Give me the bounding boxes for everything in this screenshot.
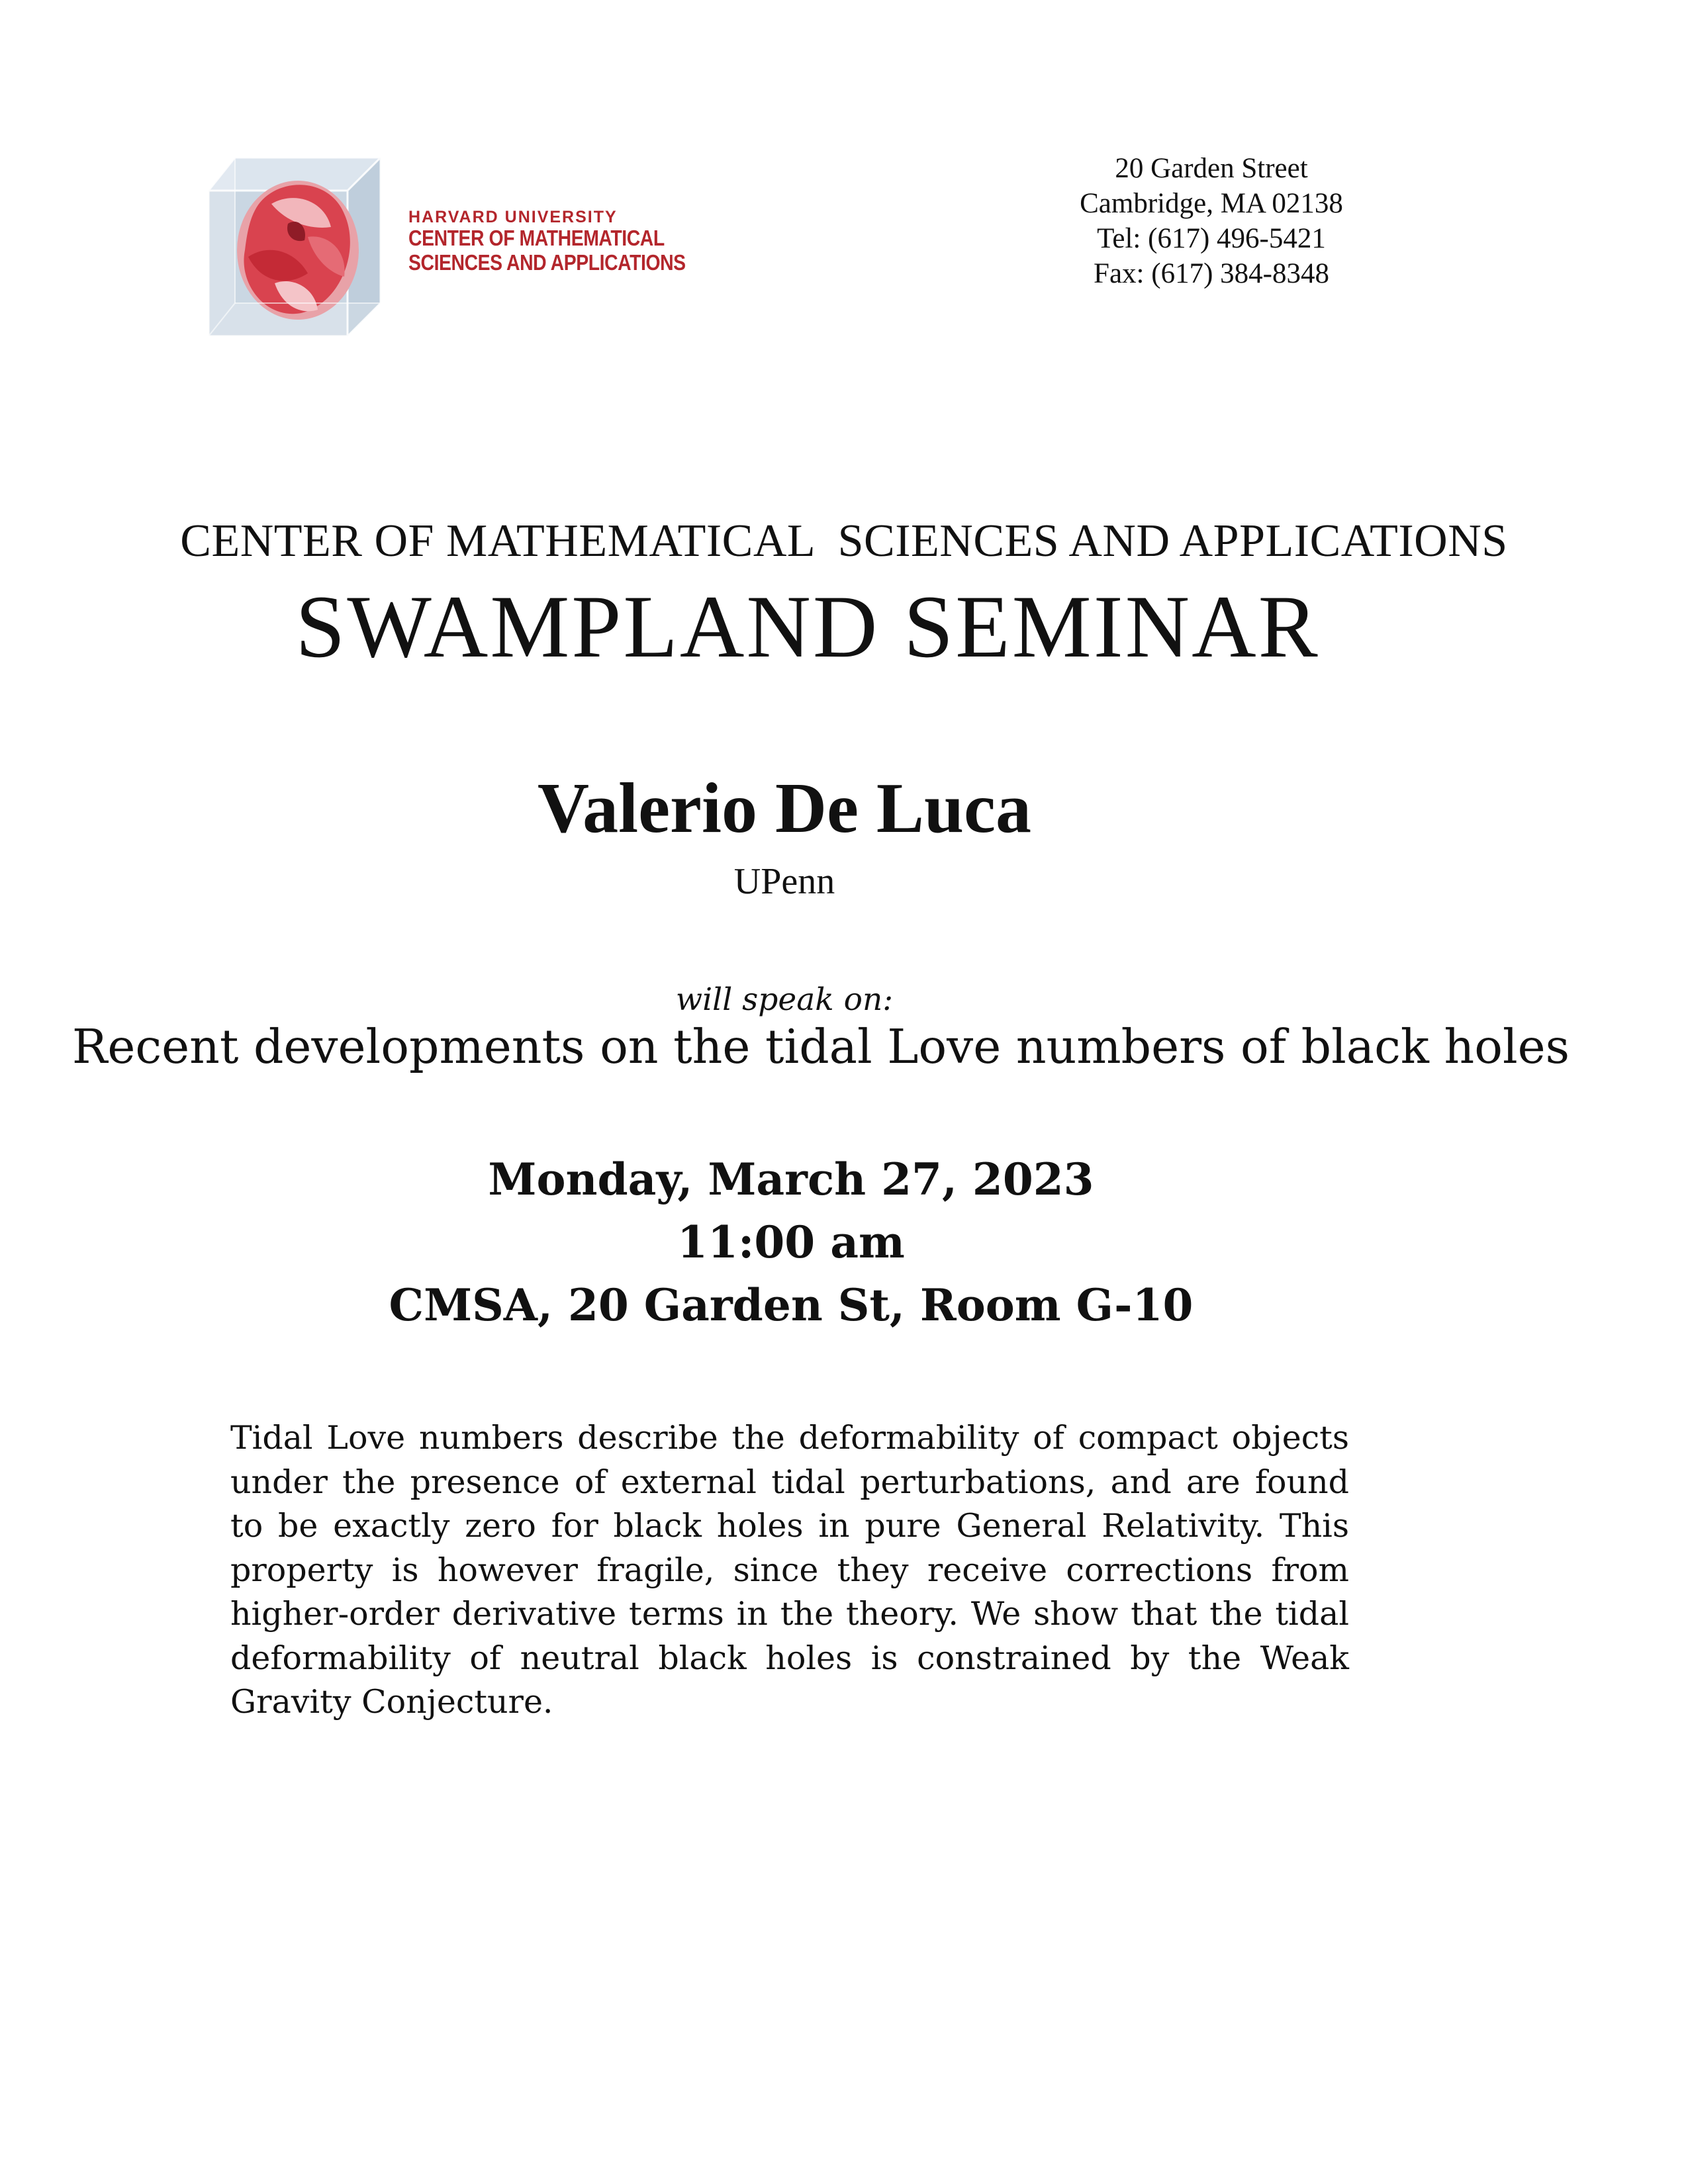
center-name-heading: CENTER OF MATHEMATICAL SCIENCES AND APPLICATIONS [180, 516, 1508, 567]
will-speak-label: will speak on: [675, 981, 894, 1018]
address-city: Cambridge, MA 02138 [1080, 188, 1343, 219]
speaker-affiliation: UPenn [733, 861, 835, 902]
address-tel: Tel: (617) 496-5421 [1097, 223, 1326, 254]
event-date: Monday, March 27, 2023 [488, 1154, 1094, 1205]
cube-logo-icon [209, 151, 400, 343]
address-street: 20 Garden Street [1115, 153, 1308, 184]
talk-abstract: Tidal Love numbers describe the deformability of compact objects under the presence of external tidal perturbations, and are found to be exactly zero for black holes in pure General Relativity. This property is however fragile, since they receive corrections from higher-order derivative terms in the theory. We show that the tidal deformability of neutral black holes is constrained by the Weak Gravity Conjecture. [230, 1419, 1349, 1721]
address-fax: Fax: (617) 384-8348 [1094, 258, 1329, 289]
logo-line-center: CENTER OF MATHEMATICAL [408, 226, 665, 250]
event-location: CMSA, 20 Garden St, Room G-10 [389, 1279, 1194, 1331]
logo-line-sciences: SCIENCES AND APPLICATIONS [408, 250, 686, 275]
seminar-series-title: SWAMPLAND SEMINAR [295, 578, 1320, 676]
event-details [0, 1148, 1582, 1337]
event-time: 11:00 am [677, 1216, 905, 1268]
logo-wordmark [408, 208, 731, 275]
cmsa-logo [209, 151, 686, 343]
speaker-name: Valerio De Luca [538, 769, 1031, 848]
logo-line-university: HARVARD UNIVERSITY [408, 208, 618, 226]
address-block [1019, 151, 1403, 291]
talk-title: Recent developments on the tidal Love numbers of black holes [71, 1019, 1570, 1074]
